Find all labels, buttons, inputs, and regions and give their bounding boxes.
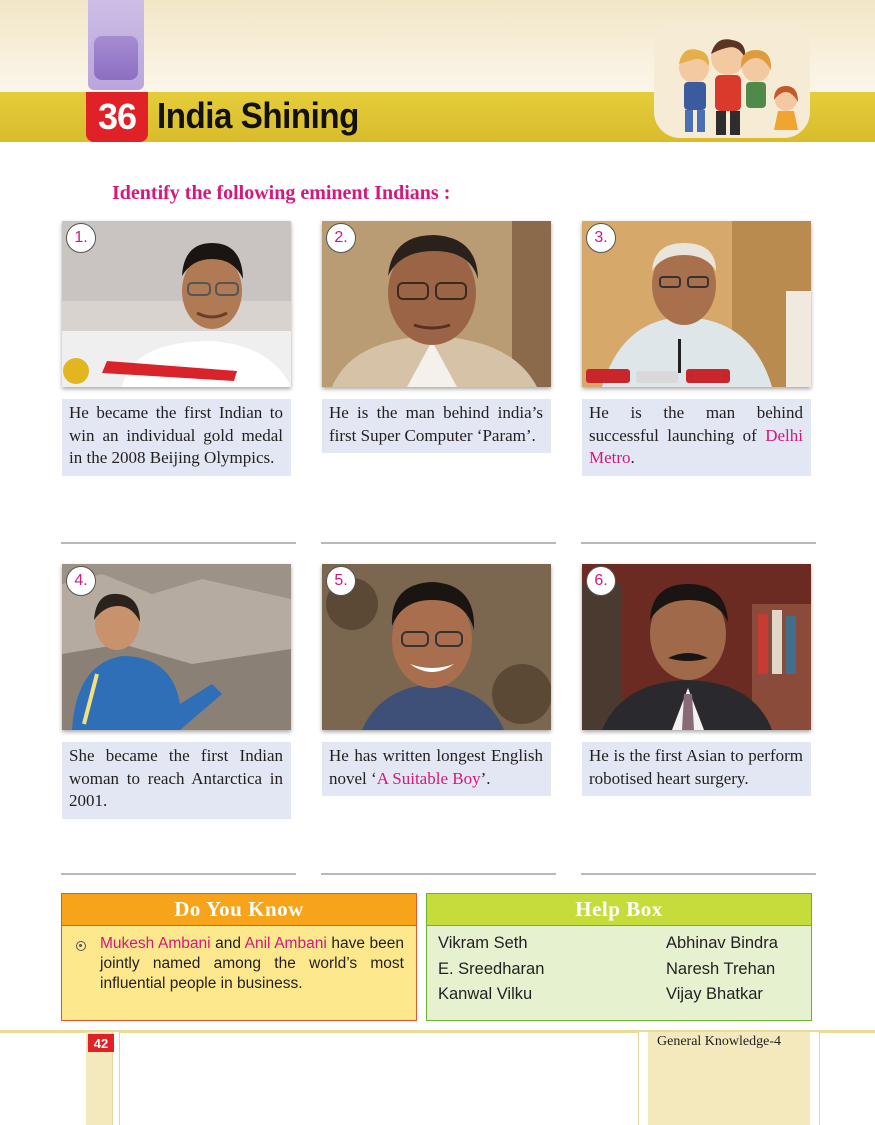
bullet-icon bbox=[76, 941, 86, 951]
book-name: General Knowledge-4 bbox=[657, 1034, 782, 1049]
person-photo-6 bbox=[582, 564, 811, 730]
help-name-2: Abhinav Bindra bbox=[666, 934, 778, 952]
answer-line-2[interactable] bbox=[321, 542, 556, 544]
do-you-know-title: Do You Know bbox=[62, 894, 416, 926]
person-photo-3 bbox=[582, 221, 811, 387]
person-photo-4 bbox=[62, 564, 291, 730]
do-you-know-box bbox=[61, 893, 417, 1021]
answer-line-4[interactable] bbox=[61, 873, 296, 875]
answer-line-5[interactable] bbox=[321, 873, 556, 875]
help-name-5: Kanwal Vilku bbox=[438, 985, 533, 1003]
footer-right-edge bbox=[810, 1032, 820, 1125]
help-name-3: E. Sreedharan bbox=[438, 960, 545, 978]
children-mascot-illustration bbox=[652, 18, 812, 140]
person-photo-5 bbox=[322, 564, 551, 730]
help-name-1: Vikram Seth bbox=[438, 934, 528, 952]
chapter-tab-decoration bbox=[88, 0, 144, 90]
card-number-1: 1. bbox=[66, 223, 96, 253]
answer-line-3[interactable] bbox=[581, 542, 816, 544]
answer-line-6[interactable] bbox=[581, 873, 816, 875]
person-photo-2 bbox=[322, 221, 551, 387]
person-caption-6: He is the first Asian to perform robotised heart surgery. bbox=[582, 742, 811, 796]
person-caption-2: He is the man behind india’s first Super Computer ‘Param’. bbox=[322, 399, 551, 453]
card-number-3: 3. bbox=[586, 223, 616, 253]
answer-line-1[interactable] bbox=[61, 542, 296, 544]
card-number-4: 4. bbox=[66, 566, 96, 596]
footer-right-divider bbox=[638, 1032, 648, 1125]
card-number-5: 5. bbox=[326, 566, 356, 596]
person-caption-1: He became the first Indian to win an individual gold medal in the 2008 Beijing Olympics. bbox=[62, 399, 291, 476]
help-name-4: Naresh Trehan bbox=[666, 960, 776, 978]
person-caption-4: She became the first Indian woman to reach Antarctica in 2001. bbox=[62, 742, 291, 819]
person-card-6 bbox=[582, 564, 811, 796]
person-caption-5: He has written longest English novel ‘A Suitable Boy’. bbox=[322, 742, 551, 796]
card-number-6: 6. bbox=[586, 566, 616, 596]
chapter-title: India Shining bbox=[157, 95, 359, 136]
help-name-6: Vijay Bhatkar bbox=[666, 985, 763, 1003]
chapter-number: 36 bbox=[86, 92, 148, 142]
help-box bbox=[426, 893, 812, 1021]
card-number-2: 2. bbox=[326, 223, 356, 253]
person-card-2 bbox=[322, 221, 551, 453]
person-card-3 bbox=[582, 221, 811, 476]
person-card-4 bbox=[62, 564, 291, 819]
person-photo-1 bbox=[62, 221, 291, 387]
person-caption-3: He is the man behind successful launching of Delhi Metro. bbox=[582, 399, 811, 476]
do-you-know-text: Mukesh Ambani and Anil Ambani have been jointly named among the world’s most influential people in business. bbox=[100, 935, 404, 992]
instruction-heading: Identify the following eminent Indians : bbox=[112, 182, 451, 204]
person-card-5 bbox=[322, 564, 551, 796]
help-box-title: Help Box bbox=[427, 894, 811, 926]
page-number: 42 bbox=[88, 1034, 114, 1052]
person-card-1 bbox=[62, 221, 291, 476]
